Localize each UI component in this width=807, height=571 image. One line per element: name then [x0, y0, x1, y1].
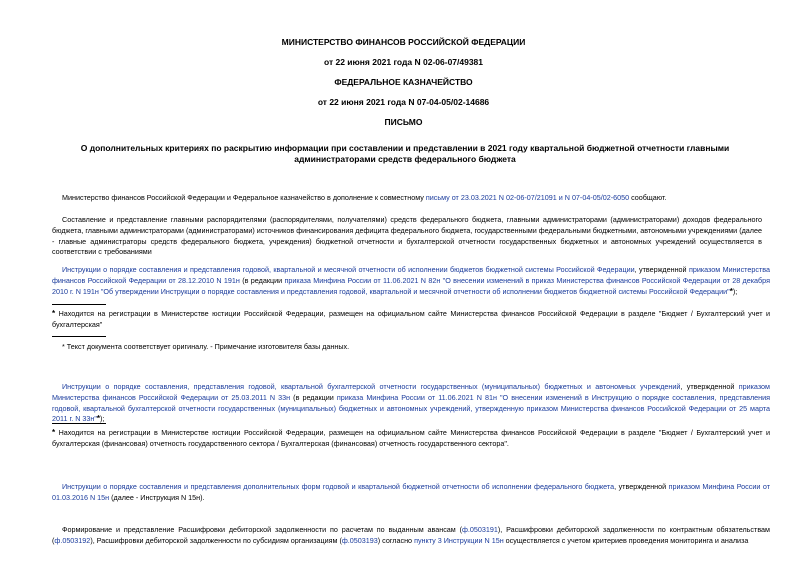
- text: ), Расшифровки дебиторской задолженности по субсидиям организациям (: [90, 535, 342, 545]
- link-order-81n[interactable]: приказа Минфина России от 11.06.2021 N 81н "О внесении изменений в Инструкцию о порядке составления, представления годовой, квартальной бухгалтерской отчетности государственных (муниципальных) бюджетных и автономных учреждений, утвержденную приказом Министерства финансов Российской Федерации от 25 марта 2011 г. N 33н": [52, 392, 771, 424]
- ministry-heading: МИНИСТЕРСТВО ФИНАНСОВ РОССИЙСКОЙ ФЕДЕРАЦИИ: [281, 37, 526, 47]
- treasury-heading: ФЕДЕРАЛЬНОЕ КАЗНАЧЕЙСТВО: [334, 77, 473, 87]
- text: Находится на регистрации в Министерстве юстиции Российской Федерации, размещен на официальном сайте Министерства финансов Российской Федерации в разделе "Бюджет / Бухгалтерский учет и бухгалтерская (финансовая) отчетность государственного сектора / Бухгалтерская (финансовая) отчетность государственного сектора".: [52, 428, 771, 448]
- paragraph-receivables: [52, 525, 770, 547]
- text: (далее - Инструкция N 15н).: [109, 492, 205, 502]
- footnote-separator: [52, 304, 106, 305]
- text: , утвержденной: [634, 265, 689, 274]
- text: );: [732, 286, 738, 296]
- treasury-date: от 22 июня 2021 года N 07-04-05/02-14686: [317, 97, 490, 107]
- link-form-0503192[interactable]: ф.0503192: [54, 535, 91, 545]
- text: (в редакции: [239, 275, 285, 285]
- link-instruction-191n[interactable]: Инструкции о порядке составления и представления годовой, квартальной и месячной отчетности об исполнении бюджетов бюджетной системы Российской Федерации: [62, 265, 635, 274]
- link-order-82n[interactable]: приказа Минфина России от 11.06.2021 N 82н "О внесении изменений в приказ Министерства финансов Российской Федерации от 28 декабря 2010 г. N 191н "Об утверждении Инструкции о порядке составления и представления годовой, квартальной и месячной отчетности об исполнении бюджетов бюджетной системы Российской Федерации": [52, 275, 770, 296]
- text: ) согласно: [377, 535, 415, 545]
- document-title: О дополнительных критериях по раскрытию информации при составлении и представлении в 2021 году квартальной бюджетной отчетности главными администраторами средств федерального бюджета: [80, 143, 730, 164]
- footnote-mark: *: [96, 414, 101, 424]
- text: Министерство финансов Российской Федерации и Федеральное казначейство в дополнение к совместному: [62, 193, 426, 202]
- text: осуществляется с учетом критериев проведения мониторинга и анализа: [503, 535, 749, 545]
- link-letter[interactable]: письму от 23.03.2021 N 02-06-07/21091 и N 07-04-05/02-6050: [425, 193, 630, 202]
- paragraph-instruction-191n: [52, 265, 770, 297]
- text: сообщают.: [629, 193, 667, 202]
- paragraph-instruction-33n: [52, 382, 770, 425]
- footnote-1: [52, 309, 770, 331]
- text: , утвержденной: [680, 382, 739, 391]
- text: Находится на регистрации в Министерстве юстиции Российской Федерации, размещен на официальном сайте Министерства финансов Российской Федерации в разделе "Бюджет / Бухгалтерский учет и бухгалтерская": [52, 309, 771, 329]
- link-order-33n[interactable]: приказом Министерства финансов Российской Федерации от 25.03.2011 N 33н: [52, 382, 770, 402]
- link-instruction-33n[interactable]: Инструкции о порядке составления, представления годовой, квартальной бухгалтерской отчетности государственных (муниципальных) бюджетных и автономных учреждений: [62, 382, 681, 391]
- paragraph-instruction-15n: [52, 482, 770, 504]
- paragraph-intro: [62, 193, 762, 204]
- paragraph-requirements: Составление и представление главными распорядителями (распорядителями, получателями) средств федерального бюджета, главными администраторами (администраторами) доходов федерального бюджета, главными администраторами (администраторами) источников финансирования дефицита федерального бюджета, государственными федеральными бюджетными, автономными учреждениями (далее - главные администраторы средств федерального бюджета, учреждения) бюджетной отчетности и бухгалтерской отчетности государственных бюджетных и автономных учреждений осуществляется в соответствии с требованиями: [52, 215, 762, 257]
- footnote-separator: [52, 423, 106, 424]
- footnote-separator: [52, 336, 106, 337]
- text: );: [100, 414, 105, 424]
- link-form-0503191[interactable]: ф.0503191: [461, 525, 498, 534]
- link-order-15n[interactable]: приказом Минфина России от 01.03.2016 N 15н: [52, 482, 770, 502]
- footnote-mark: *: [52, 309, 56, 318]
- link-instruction-15n[interactable]: Инструкции о порядке составления и представления дополнительных форм годовой и квартальной бюджетной отчетности об исполнении федерального бюджета: [62, 482, 615, 491]
- document-type: ПИСЬМО: [384, 117, 423, 127]
- text: ), Расшифровки дебиторской задолженности по контрактным обязательствам (: [52, 525, 770, 545]
- text: , утвержденной: [614, 482, 669, 491]
- link-order-191n[interactable]: приказом Министерства финансов Российской Федерации от 28.12.2010 N 191н: [52, 265, 770, 285]
- text: (в редакции: [290, 392, 337, 402]
- footnote-mark: *: [52, 428, 56, 437]
- ministry-date: от 22 июня 2021 года N 02-06-07/49381: [323, 57, 484, 67]
- footnote-mark: *: [729, 286, 733, 296]
- text: Формирование и представление Расшифровки дебиторской задолженности по расчетам по выданным авансам (: [62, 525, 462, 534]
- footnote-3: [52, 428, 770, 450]
- footnote-2: * Текст документа соответствует оригиналу. - Примечание изготовителя базы данных.: [62, 342, 350, 351]
- link-clause-3[interactable]: пункту 3 Инструкции N 15н: [414, 535, 504, 545]
- link-form-0503193[interactable]: ф.0503193: [341, 535, 378, 545]
